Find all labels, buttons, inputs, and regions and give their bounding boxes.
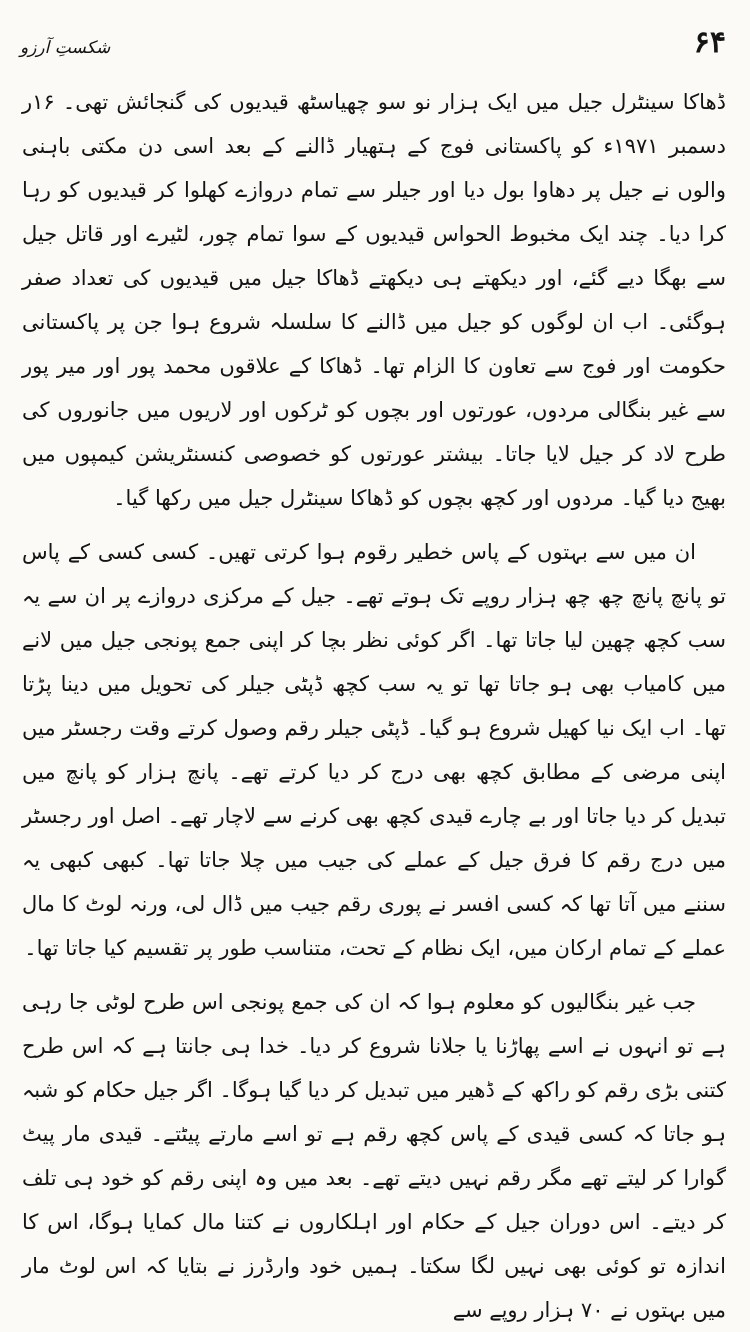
paragraph-3: جب غیر بنگالیوں کو معلوم ہوا کہ ان کی جمع پونجی اس طرح لوٹی جا رہی ہے تو انہوں نے اسے پھاڑنا یا جلانا شروع کر دیا۔ خدا ہی جانتا ہے کہ اس طرح کتنی بڑی رقم کو راکھ کے ڈھیر میں تبدیل کر دیا گیا ہوگا۔ اگر جیل حکام کو شبہ ہو جاتا کہ کسی قیدی کے پاس کچھ رقم ہے تو اسے مارتے پیٹتے۔ قیدی مار پیٹ گوارا کر لیتے تھے مگر رقم نہیں دیتے تھے۔ بعد میں وہ اپنی رقم کو خود ہی تلف کر دیتے۔ اس دوران جیل کے حکام اور اہلکاروں نے کتنا مال کمایا ہوگا، اس کا اندازہ تو کوئی بھی نہیں لگا سکتا۔ ہمیں خود وارڈرز نے بتایا کہ اس لوٹ مار میں بہتوں نے ۷۰ ہزار روپے سے [22, 990, 726, 1322]
page-header [20, 18, 726, 58]
page-body [22, 80, 727, 1322]
paragraph-1: ڈھاکا سینٹرل جیل میں ایک ہزار نو سو چھیاسٹھ قیدیوں کی گنجائش تھی۔ ۱۶ر دسمبر ۱۹۷۱ء کو پاکستانی فوج کے ہتھیار ڈالنے کے بعد اسی دن مکتی باہنی والوں نے جیل پر دھاوا بول دیا اور جیلر سے تمام دروازے کھلوا کر قیدیوں کو رہا کرا دیا۔ چند ایک مخبوط الحواس قیدیوں کے سوا تمام چور، لٹیرے اور قاتل جیل سے بھگا دیے گئے، اور دیکھتے ہی دیکھتے ڈھاکا جیل میں قیدیوں کی تعداد صفر ہوگئی۔ اب ان لوگوں کو جیل میں ڈالنے کا سلسلہ شروع ہوا جن پر پاکستانی حکومت اور فوج سے تعاون کا الزام تھا۔ ڈھاکا کے علاقوں محمد پور اور میر پور سے غیر بنگالی مردوں، عورتوں اور بچوں کو ٹرکوں اور لاریوں میں جانوروں کی طرح لاد کر جیل لایا جاتا۔ بیشتر عورتوں کو خصوصی کنسنٹریشن کیمپوں میں بھیج دیا گیا۔ مردوں اور کچھ بچوں کو ڈھاکا سینٹرل جیل میں رکھا گیا۔ [22, 90, 727, 510]
paragraph-2: ان میں سے بہتوں کے پاس خطیر رقوم ہوا کرتی تھیں۔ کسی کسی کے پاس تو پانچ پانچ چھ چھ ہزار روپے تک ہوتے تھے۔ جیل کے مرکزی دروازے پر ان سے یہ سب کچھ چھین لیا جاتا تھا۔ اگر کوئی نظر بچا کر اپنی جمع پونجی جیل میں لانے میں کامیاب بھی ہو جاتا تھا تو یہ سب کچھ ڈپٹی جیلر کی تحویل میں دینا پڑتا تھا۔ اب ایک نیا کھیل شروع ہو گیا۔ ڈپٹی جیلر رقم وصول کرتے وقت رجسٹر میں اپنی مرضی کے مطابق کچھ بھی درج کر دیا کرتے تھے۔ پانچ ہزار کو پانچ میں تبدیل کر دیا جاتا اور بے چارے قیدی کچھ بھی کرنے سے لاچار تھے۔ اصل اور رجسٹر میں درج رقم کا فرق جیل کے عملے کی جیب میں چلا جاتا تھا۔ کبھی کبھی یہ سننے میں آتا تھا کہ کسی افسر نے پوری رقم جیب میں ڈال لی، ورنہ لوٹ کا مال عملے کے تمام ارکان میں، ایک نظام کے تحت، متناسب طور پر تقسیم کیا جاتا تھا۔ [22, 540, 726, 960]
page-number: ۶۴ [693, 25, 726, 60]
running-title: شکستِ آرزو [20, 38, 111, 58]
